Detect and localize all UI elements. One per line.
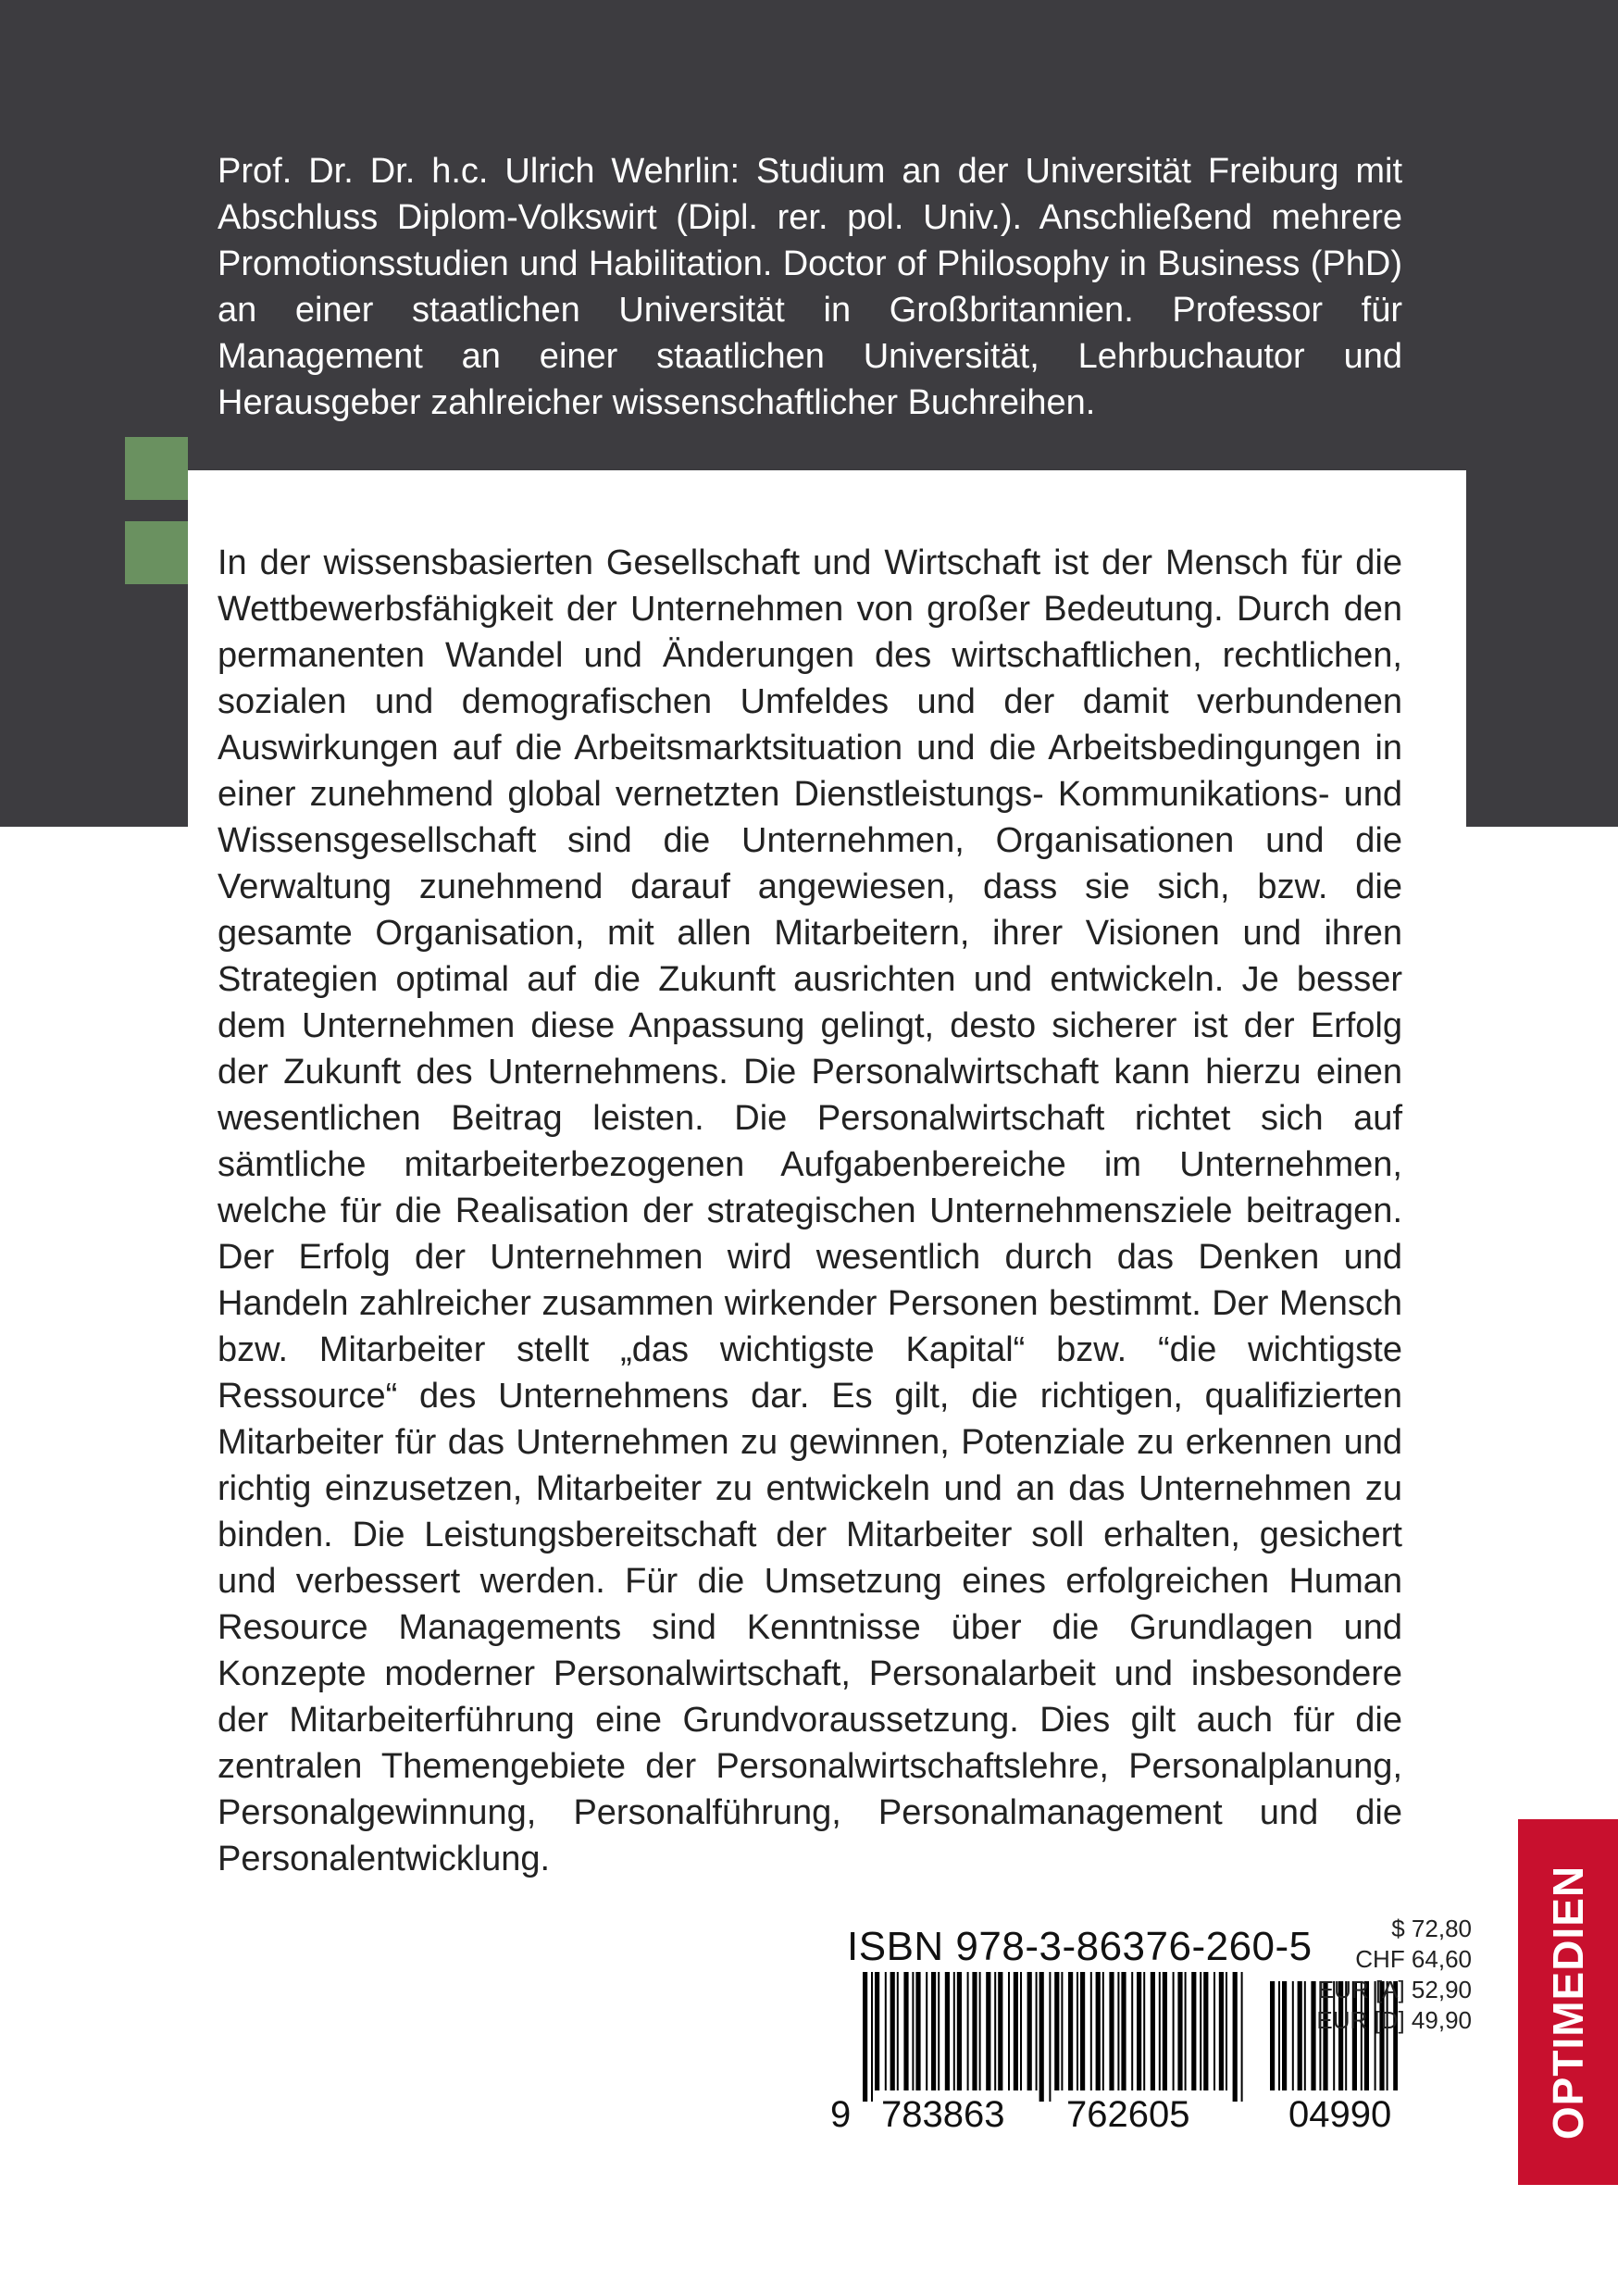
barcode-bar <box>1163 1972 1167 2090</box>
barcode-bar <box>986 1972 990 2090</box>
book-blurb: In der wissensbasierten Gesellschaft und Wirtschaft ist der Mensch für die Wettbewerbsfähigkeit der Unternehmen von großer Bedeutung. Durch den permanenten Wandel und Änderungen des wirtschaftlichen, rechtlichen, sozialen und demografischen Umfeldes und der damit verbundenen Auswirkungen auf die Arbeitsmarktsituation und die Arbeitsbedingungen in einer zunehmend global vernetzten Dienstleistungs- Kommunikations- und Wissensgesellschaft sind die Unternehmen, Organisationen und die Verwaltung zunehmend darauf angewiesen, dass sie sich, bzw. die gesamte Organisation, mit allen Mitarbeitern, ihrer Visionen und ihren Strategien optimal auf die Zukunft ausrichten und entwickeln. Je besser dem Unternehmen diese Anpassung gelingt, desto sicherer ist der Erfolg der Zukunft des Unternehmens. Die Personalwirtschaft kann hierzu einen wesentlichen Beitrag leisten. Die Personalwirtschaft richtet sich auf sämtliche mitarbeiterbezogenen Aufgabenbereiche im Unternehmen, welche für die Realisation der strategischen Unternehmensziele beitragen. Der Erfolg der Unternehmen wird wesentlich durch das Denken und Handeln zahlreicher zusammen wirkender Personen bestimmt. Der Mensch bzw. Mitarbeiter stellt „das wichtigste Kapital“ bzw. “die wichtigste Ressource“ des Unternehmens dar. Es gilt, die richtigen, qualifizierten Mitarbeiter für das Unternehmen zu gewinnen, Potenziale zu erkennen und richtig einzusetzen, Mitarbeiter zu entwickeln und an das Unternehmen zu binden. Die Leistungsbereitschaft der Mitarbeiter soll erhalten, gesichert und verbessert werden. Für die Umsetzung eines erfolgreichen Human Resource Managements sind Kenntnisse über die Grundlagen und Konzepte moderner Personalwirtschaft, Personalarbeit und insbesondere der Mitarbeiterführung eine Grundvoraussetzung. Dies gilt auch für die zentralen Themengebiete der Personalwirtschaftslehre, Personalplanung, Personalgewinnung, Personalführung, Personalmanagement und die Personalentwicklung. <box>218 543 1402 1878</box>
barcode-bar <box>938 1972 940 2090</box>
barcode-bar <box>1121 1972 1126 2090</box>
barcode-first-digit: 9 <box>830 2094 852 2135</box>
barcode-bar <box>926 1972 927 2090</box>
barcode-bar <box>871 1972 873 2102</box>
barcode-bar <box>967 1972 969 2090</box>
barcode-bar <box>1008 1972 1010 2090</box>
barcode-bar <box>915 1972 920 2090</box>
barcode-bar <box>1185 1972 1187 2090</box>
barcode-bar <box>1090 1972 1092 2090</box>
barcode-bar <box>1137 1972 1141 2090</box>
barcode-right-digits: 762605 <box>1066 2094 1190 2135</box>
barcode-bar <box>1143 1972 1145 2090</box>
barcode-bar <box>1233 1972 1238 2102</box>
barcode-bar <box>1039 1972 1044 2102</box>
green-square-decoration-top <box>125 437 188 500</box>
price-list <box>1240 1914 1472 2036</box>
barcode-bar <box>1077 1972 1078 2090</box>
barcode-bar <box>1191 1972 1196 2090</box>
barcode-bar <box>1061 1972 1063 2090</box>
barcode-bar <box>863 1972 867 2102</box>
price-usd: $ 72,80 <box>1391 1915 1472 1942</box>
barcode-bar <box>1117 1972 1119 2090</box>
barcode-bar <box>1027 1972 1032 2090</box>
barcode-bar <box>1080 1972 1085 2090</box>
barcode-bar <box>1203 1972 1208 2090</box>
barcode-addon-digits: 04990 <box>1288 2094 1392 2135</box>
barcode-bar <box>931 1972 936 2090</box>
barcode-bar <box>1173 1972 1175 2090</box>
isbn-barcode <box>863 1972 1247 2102</box>
barcode-bar <box>1226 1972 1227 2090</box>
barcode-bar <box>994 1972 996 2090</box>
barcode-bar <box>1102 1972 1104 2090</box>
barcode-bar <box>979 1972 981 2090</box>
barcode-bar <box>1151 1972 1155 2090</box>
barcode-bar <box>945 1972 950 2090</box>
barcode-bar <box>1109 1972 1114 2090</box>
barcode-bar <box>1177 1972 1182 2090</box>
barcode-bar <box>875 1972 879 2090</box>
publisher-name: OPTIMEDIEN <box>1544 1865 1592 2140</box>
barcode-bar <box>1131 1972 1133 2090</box>
author-bio: Prof. Dr. Dr. h.c. Ulrich Wehrlin: Studium an der Universität Freiburg mit Abschluss Diplom-Volkswirt (Dipl. rer. pol. Univ.). Anschließend mehrere Promotionsstudien und Habilitation. Doctor of Philosophy in Business (PhD) an einer staatlichen Universität in Großbritannien. Professor für Management an einer staatlichen Universität, Lehrbuchautor und Herausgeber zahlreicher wissenschaftlicher Buchreihen. <box>218 152 1402 422</box>
barcode-bar <box>1214 1972 1215 2090</box>
barcode-bar <box>897 1972 899 2090</box>
publisher-tab <box>1518 1819 1618 2185</box>
barcode-bar <box>1036 1972 1038 2090</box>
barcode-bar <box>1068 1972 1073 2090</box>
barcode-bar <box>1020 1972 1022 2090</box>
barcode-bar <box>1159 1972 1161 2090</box>
barcode-bar <box>998 1972 1002 2090</box>
barcode-bar <box>953 1972 955 2090</box>
price-eur-austria: EUR [A] 52,90 <box>1317 1976 1472 2003</box>
barcode-bar <box>1200 1972 1201 2090</box>
barcode-bar <box>1219 1972 1224 2090</box>
barcode-bar <box>957 1972 962 2090</box>
isbn-label: ISBN 978-3-86376-260-5 <box>847 1924 1313 1969</box>
barcode-bar <box>1096 1972 1101 2090</box>
barcode-bar <box>903 1972 908 2090</box>
price-chf: CHF 64,60 <box>1355 1945 1472 1973</box>
barcode-bar <box>912 1972 914 2090</box>
barcode-bar <box>1054 1972 1059 2090</box>
price-eur-germany: EUR [D] 49,90 <box>1316 2006 1472 2034</box>
barcode-bar <box>885 1972 887 2090</box>
barcode-bar <box>1049 1972 1051 2102</box>
barcode-left-digits: 783863 <box>881 2094 1005 2135</box>
barcode-bar <box>1014 1972 1018 2090</box>
barcode-bar <box>972 1972 977 2090</box>
green-square-decoration-bottom <box>125 521 188 584</box>
barcode-bar <box>890 1972 895 2090</box>
